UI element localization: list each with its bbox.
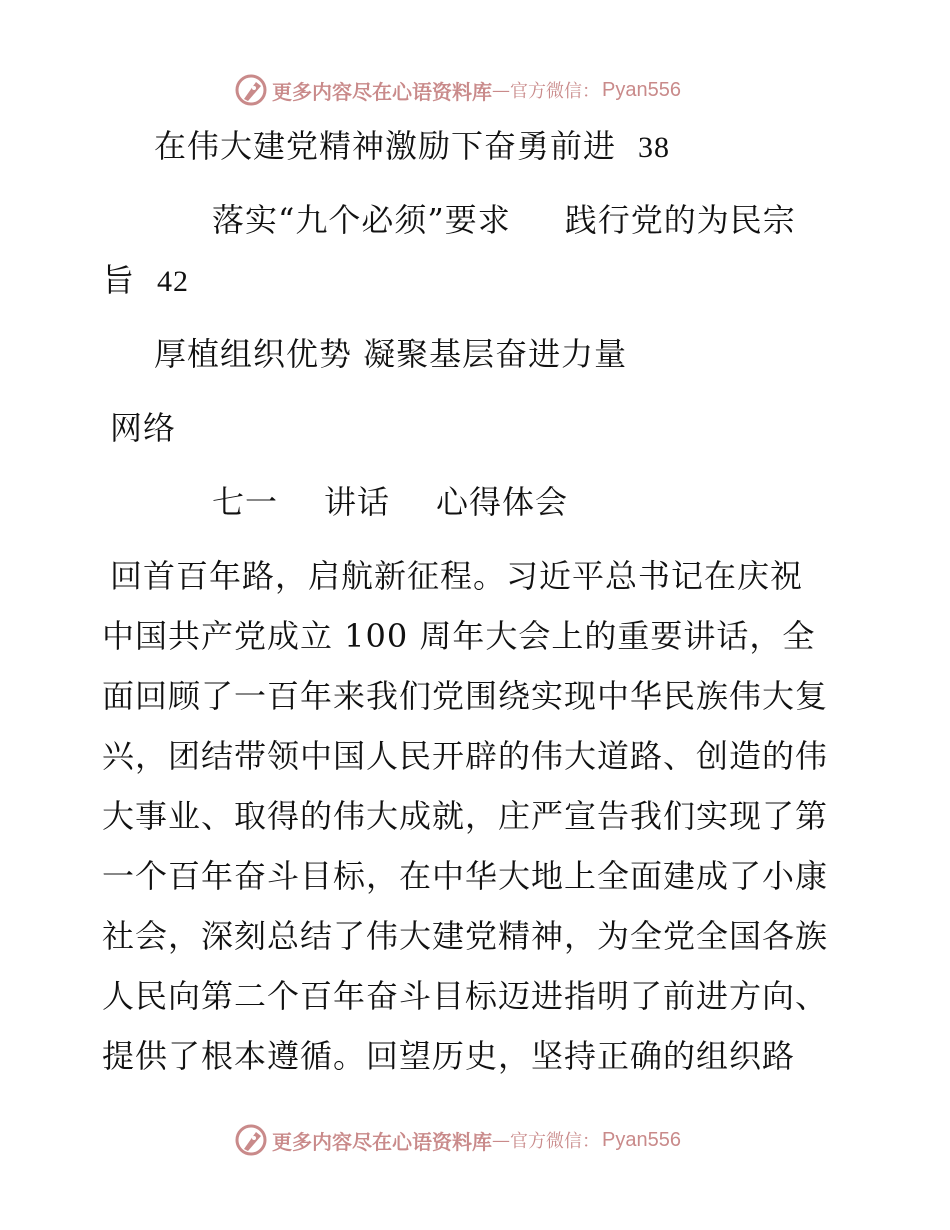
toc-entry-3-title: 厚植组织优势 凝聚基层奋进力量: [154, 335, 628, 373]
header-banner: [234, 72, 714, 108]
banner-dash: —: [492, 79, 510, 101]
toc-entry-2-line-1: [212, 200, 796, 240]
footer-banner: [234, 1122, 714, 1158]
body-line-3: 面回顾了一百年来我们党围绕实现中华民族伟大复: [102, 677, 829, 715]
banner-account: Pyan556: [602, 78, 681, 101]
banner-main-text: 更多内容尽在心语资料库: [272, 1129, 492, 1154]
banner-main-text: 更多内容尽在心语资料库: [272, 79, 492, 104]
toc-entry-3-source: [110, 408, 176, 448]
body-line-6: 一个百年奋斗目标，在中华大地上全面建成了小康: [102, 857, 829, 895]
toc-entry-3: [154, 334, 627, 374]
section-heading: [212, 482, 568, 522]
section-heading-part-3: 心得体会: [436, 483, 569, 521]
pen-nib-circle-icon: [234, 1123, 268, 1157]
toc-entry-1-title: 在伟大建党精神激励下奋勇前进: [154, 127, 617, 165]
toc-entry-2-title-b: 践行党的为民宗: [564, 201, 796, 239]
section-heading-part-1: 七一: [212, 483, 279, 521]
toc-entry-1-page: 38: [638, 131, 671, 164]
section-heading-part-2: 讲话: [324, 483, 391, 521]
toc-entry-1: [154, 126, 670, 168]
body-line-1: 回首百年路，启航新征程。习近平总书记在庆祝: [110, 557, 804, 595]
toc-entry-2-line-2: [102, 260, 189, 302]
banner-official-label: 官方微信：: [510, 1131, 600, 1152]
body-line-7: 社会，深刻总结了伟大建党精神，为全党全国各族: [102, 917, 829, 955]
body-line-4: 兴，团结带领中国人民开辟的伟大道路、创造的伟: [102, 737, 829, 775]
body-line-9: 提供了根本遵循。回望历史，坚持正确的组织路: [102, 1037, 796, 1075]
toc-entry-2-page: 42: [157, 265, 190, 298]
toc-entry-2-title-a: 落实“九个必须”要求: [212, 201, 511, 239]
source-label: 网络: [110, 409, 177, 447]
body-line-2: 中国共产党成立 100 周年大会上的重要讲话，全: [102, 617, 816, 655]
banner-official-label: 官方微信：: [510, 81, 600, 102]
toc-entry-2-title-c: 旨: [102, 261, 136, 299]
banner-account: Pyan556: [602, 1128, 681, 1151]
pen-nib-circle-icon: [234, 73, 268, 107]
banner-dash: —: [492, 1129, 510, 1151]
body-line-8: 人民向第二个百年奋斗目标迈进指明了前进方向、: [102, 977, 829, 1015]
body-line-5: 大事业、取得的伟大成就，庄严宣告我们实现了第: [102, 797, 829, 835]
